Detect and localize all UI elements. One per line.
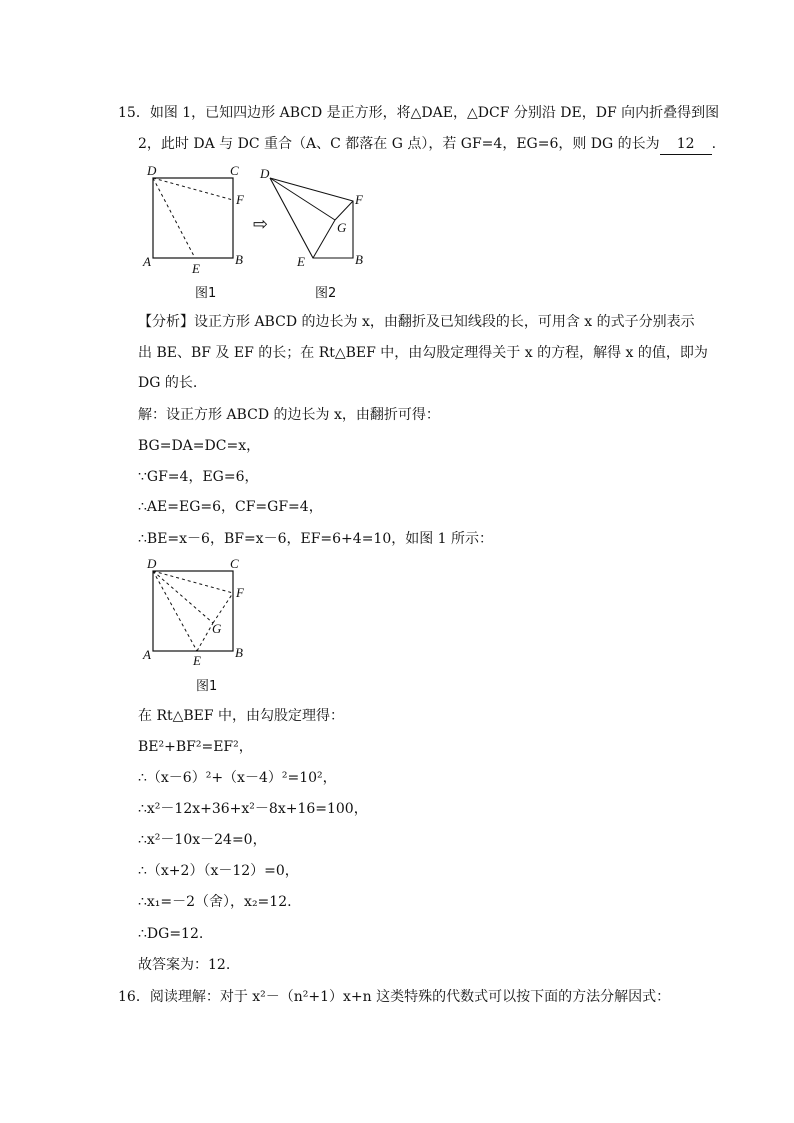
mid-label-c: C [230,556,239,571]
solution-line1: 解：设正方形 ABCD 的边长为 x，由翻折可得： [138,407,440,423]
mid-dashed-df [153,571,233,593]
analysis-line1: 【分析】设正方形 ABCD 的边长为 x，由翻折及已知线段的长，可用含 x 的式子分别表示 [138,314,695,330]
solution-line4: ∴AE=EG=6，CF=GF=4， [138,499,323,515]
q15-text-line1: 15．如图 1，已知四边形 ABCD 是正方形，将△DAE，△DCF 分别沿 DE，DF 向内折叠得到图 [118,105,720,121]
fig2-label-f: F [355,192,363,207]
caption-fig1: 图1 [195,286,217,301]
dashed-df [153,178,233,200]
fig2-label-g: G [337,220,347,235]
solution2-line4: ∴x²－12x+36+x²－8x+16=100， [138,801,368,817]
solution2-line1: 在 Rt△BEF 中，由勾股定理得： [138,708,345,724]
mid-label-d: D [147,556,157,571]
dashed-de [153,178,195,258]
fig2-label-e: E [297,254,305,269]
q15-answer-blank: 12 [660,134,712,155]
figure-mid [140,553,260,698]
fig2-folded-diagram [259,166,364,301]
mid-caption-fig1: 图1 [196,679,218,694]
q15-text-line2 [138,134,716,155]
fig2-gf [335,201,353,220]
solution-line2: BG=DA=DC=x， [138,438,261,454]
square-abcd [153,178,233,258]
q16-text-line1: 16．阅读理解：对于 x²－（n²+1）x+n 这类特殊的代数式可以按下面的方法分解因式： [118,989,671,1005]
analysis-line3: DG 的长. [138,375,198,391]
label-e: E [192,261,200,276]
solution-line5: ∴BE=x－6，BF=x－6，EF=6+4=10，如图 1 所示： [138,531,494,547]
fig2-outline [270,178,353,258]
analysis-line2: 出 BE、BF 及 EF 的长；在 Rt△BEF 中，由勾股定理得关于 x 的方程，解得 x 的值，即为 [138,345,708,361]
solution2-line2: BE²+BF²=EF²， [138,739,253,755]
fig2-label-b: B [355,252,363,267]
solution2-line5: ∴x²－10x－24=0， [138,832,267,848]
solution-line3: ∵GF=4，EG=6， [138,469,259,485]
fig2-eg [313,220,335,258]
label-f: F [236,192,244,207]
fig2-label-d: D [260,166,270,181]
mid-label-a: A [143,647,151,662]
mid-label-b: B [235,645,243,660]
mid-dashed-de [153,571,197,651]
caption-fig2: 图2 [315,286,337,301]
mid-label-f: F [236,585,244,600]
mid-label-g: G [212,621,222,636]
solution2-line9: 故答案为：12. [138,957,231,973]
fig1-square-diagram [142,163,245,301]
label-a: A [143,254,151,269]
solution2-line8: ∴DG=12. [138,926,204,942]
mid-dashed-gf [213,593,233,623]
q15-text-line2-pre: 2，此时 DA 与 DC 重合（A、C 都落在 G 点），若 GF=4，EG=6，则 DG 的长为 [138,136,660,152]
fig2-dg [270,178,335,220]
mid-dashed-eg [197,623,213,651]
q15-text-line2-post: . [711,136,717,152]
arrow-icon: ⇨ [253,214,269,235]
mid-label-e: E [193,653,201,668]
solution2-line7: ∴x₁=－2（舍），x₂=12. [138,894,292,910]
figure-top [140,160,380,305]
label-d: D [147,163,157,178]
solution2-line3: ∴（x－6）²+（x－4）²=10²， [138,770,337,786]
label-c: C [230,163,239,178]
solution2-line6: ∴（x+2）（x－12）=0， [138,863,299,879]
label-b: B [235,252,243,267]
